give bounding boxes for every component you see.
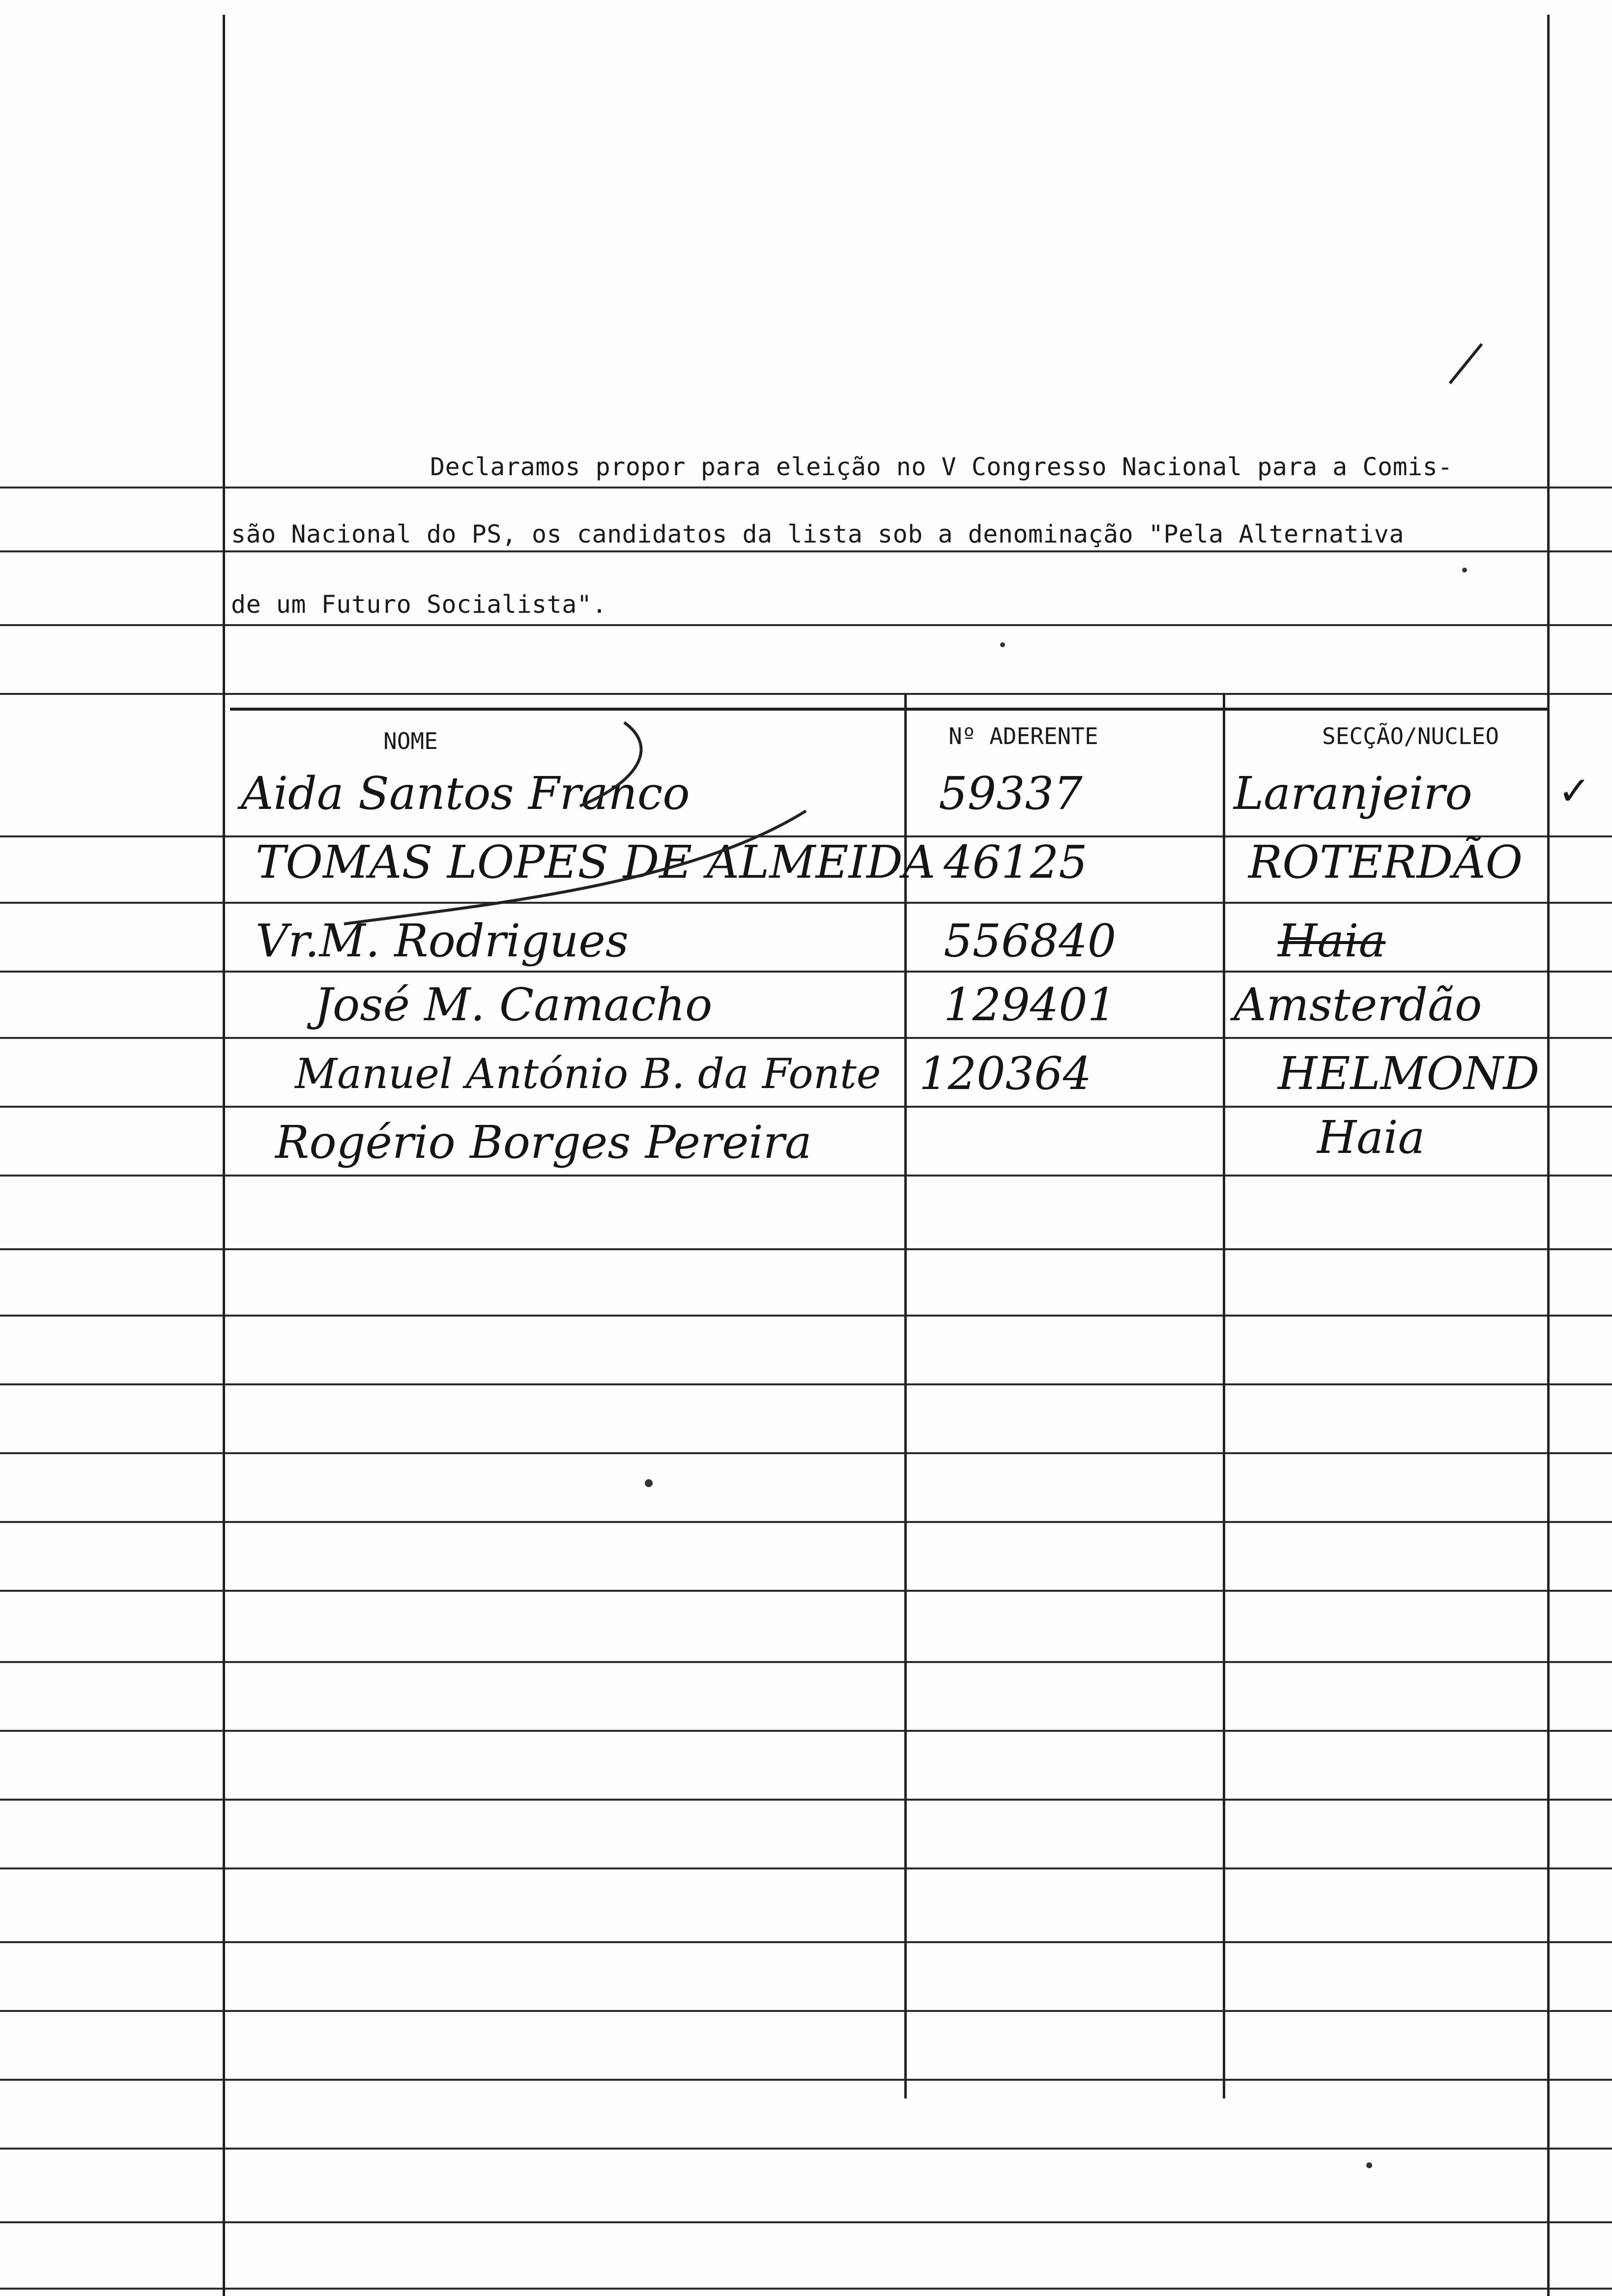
- section-name: Laranjeiro: [1234, 767, 1472, 820]
- declaration-line-3: de um Futuro Socialista".: [231, 590, 607, 619]
- candidate-name: Rogério Borges Pereira: [275, 1116, 812, 1169]
- member-number: 129401: [944, 978, 1117, 1031]
- candidate-name: Vr.M. Rodrigues: [256, 915, 629, 967]
- section-name: Amsterdão: [1234, 978, 1482, 1031]
- section-name: ROTERDÃO: [1248, 836, 1523, 889]
- header-seccao: SECÇÃO/NUCLEO: [1322, 723, 1499, 749]
- check-mark-icon: ✓: [1558, 768, 1591, 814]
- header-aderente: Nº ADERENTE: [949, 723, 1098, 749]
- declaration-line-1: Declaramos propor para eleição no V Congresso Nacional para a Comis-: [430, 453, 1453, 481]
- candidate-name: José M. Camacho: [315, 978, 713, 1031]
- member-number: 556840: [944, 915, 1117, 967]
- section-name: HELMOND: [1278, 1047, 1540, 1100]
- section-name: Haia: [1317, 1111, 1425, 1164]
- candidate-name: TOMAS LOPES DE ALMEIDA: [256, 836, 936, 889]
- pen-stroke: [580, 722, 641, 806]
- member-number: 46125: [944, 836, 1088, 889]
- member-number: 120364: [919, 1047, 1092, 1100]
- declaration-line-2: são Nacional do PS, os candidatos da lista sob a denominação "Pela Alternativa: [231, 520, 1404, 548]
- member-number: 59337: [939, 767, 1083, 820]
- pen-stroke: [1450, 344, 1482, 383]
- header-nome: NOME: [383, 728, 438, 754]
- section-name-struck: Haia: [1278, 915, 1386, 967]
- candidate-name: Aida Santos Franco: [241, 767, 690, 820]
- candidate-name: Manuel António B. da Fonte: [295, 1050, 881, 1098]
- pen-stroke: [344, 811, 806, 924]
